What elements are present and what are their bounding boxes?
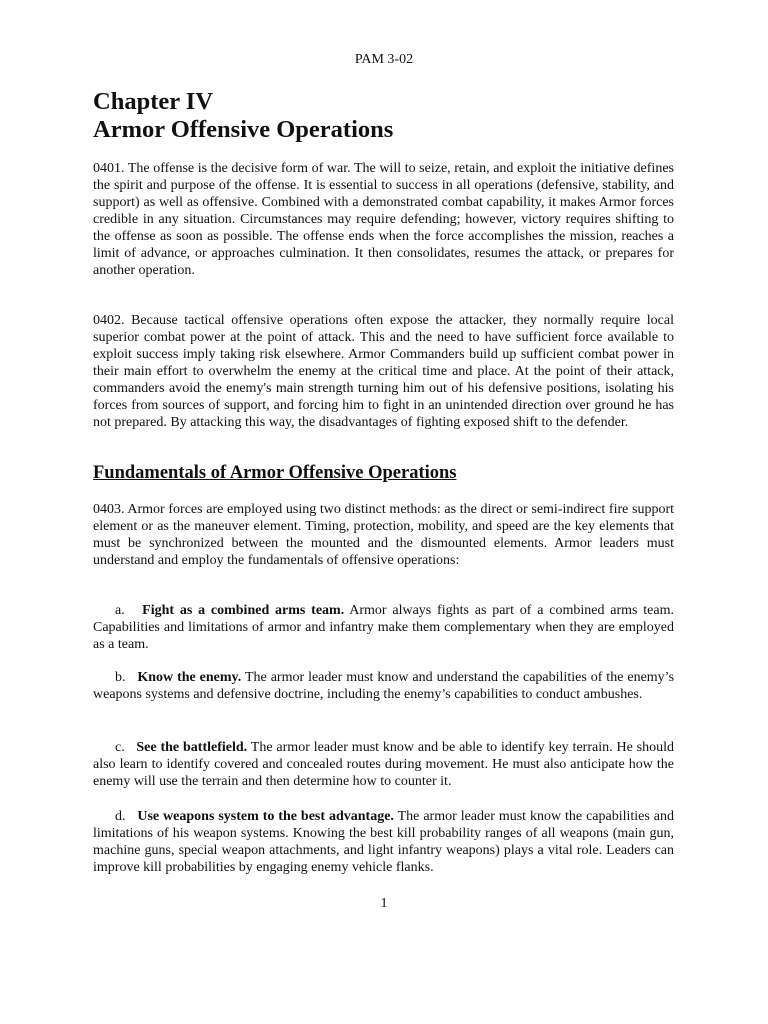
- list-item-marker: a.: [115, 603, 125, 618]
- paragraph-0401: 0401. The offense is the decisive form of war. The will to seize, retain, and exploit the initiative defines the spirit and purpose of the offense. It is essential to success in all operations (defensive, stability, and support) as well as offensive. Combined with a demonstrated combat capability, it makes Armor forces credible in any situation. Circumstances may require defending; however, victory requires shifting to the offense as soon as possible. The offense ends when the force accomplishes the mission, reaches a limit of advance, or approaches culmination. It then consolidates, resumes the attack, or prepares for another operation.: [93, 161, 674, 278]
- list-item-d: [93, 808, 674, 876]
- section-heading: Fundamentals of Armor Offensive Operations: [93, 463, 457, 483]
- list-item-text: The armor leader must know and understand the capabilities of the enemy’s weapons systems and defensive doctrine, including the enemy’s capabilities to conduct ambushes.: [93, 670, 675, 702]
- list-item-title: See the battlefield.: [136, 740, 248, 755]
- chapter-name: Armor Offensive Operations: [93, 116, 394, 143]
- list-item-b: [93, 669, 674, 703]
- paragraph-0402: 0402. Because tactical offensive operations often expose the attacker, they normally require local superior combat power at the point of attack. This and the need to have sufficient force available to exploit success imply taking risk elsewhere. Armor Commanders build up sufficient combat power in their main effort to overwhelm the enemy at the critical time and place. At the point of their attack, commanders avoid the enemy's main strength turning him out of his defensive positions, isolating his forces from sources of support, and forcing him to fight in an unintended direction over ground he has not prepared. By attacking this way, the disadvantages of fighting exposed shift to the defender.: [93, 313, 674, 430]
- page-header: PAM 3-02: [354, 52, 414, 67]
- list-item-a: [93, 602, 674, 653]
- list-item-title: Know the enemy.: [137, 670, 242, 685]
- list-item-marker: c.: [115, 740, 125, 755]
- list-item-text: Armor always fights as part of a combined arms team. Capabilities and limitations of armor and infantry make them complementary when they are employed as a team.: [93, 603, 674, 652]
- list-item-title: Fight as a combined arms team.: [142, 603, 345, 618]
- list-item-title: Use weapons system to the best advantage.: [137, 809, 394, 824]
- page-number: 1: [380, 896, 388, 911]
- paragraph-0403: 0403. Armor forces are employed using two distinct methods: as the direct or semi-indirect fire support element or as the maneuver element. Timing, protection, mobility, and speed are the key elements that must be synchronized between the mounted and the dismounted elements. Armor leaders must understand and employ the fundamentals of offensive operations:: [93, 502, 674, 568]
- chapter-number: Chapter IV: [93, 88, 214, 115]
- list-item-c: [93, 739, 674, 790]
- chapter-title: [93, 88, 393, 144]
- list-item-marker: d.: [115, 809, 126, 824]
- list-item-marker: b.: [115, 670, 126, 685]
- list-item-text: The armor leader must know and be able to identify key terrain. He should also learn to identify covered and concealed routes during movement. He must also anticipate how the enemy will use the terrain and then determine how to counter it.: [93, 740, 675, 789]
- list-item-text: The armor leader must know the capabilities and limitations of his weapon systems. Knowing the best kill probability ranges of all weapons (main gun, machine guns, special weapon attachments, and light infantry weapons) plays a vital role. Leaders can improve kill probabilities by engaging enemy vehicle flanks.: [93, 809, 674, 875]
